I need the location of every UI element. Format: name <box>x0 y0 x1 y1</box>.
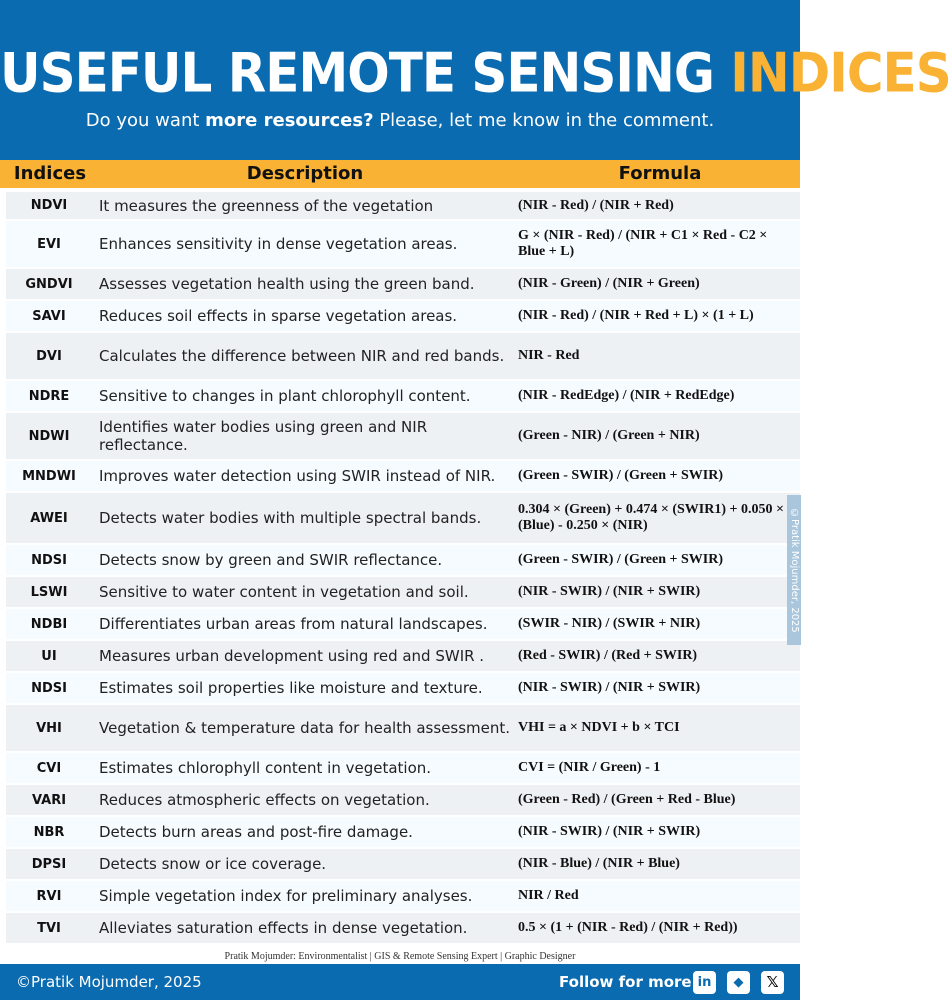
footer-bar <box>0 964 800 1000</box>
table-row <box>6 545 800 575</box>
formula-cell: (NIR - RedEdge) / (NIR + RedEdge) <box>518 388 735 403</box>
table-row <box>6 641 800 671</box>
table-row <box>6 269 800 299</box>
table-row <box>6 849 800 879</box>
table-row <box>6 609 800 639</box>
table-row <box>6 493 800 543</box>
index-cell: AWEI <box>30 510 68 526</box>
table-body <box>6 192 800 945</box>
title-main: USEFUL REMOTE SENSING <box>0 41 731 105</box>
table-row <box>6 753 800 783</box>
description-cell: Detects snow or ice coverage. <box>99 855 327 873</box>
formula-cell: (NIR - Blue) / (NIR + Blue) <box>518 856 680 871</box>
index-cell: NDSI <box>31 680 67 696</box>
subtitle-pre: Do you want <box>85 110 206 131</box>
formula-cell: G × (NIR - Red) / (NIR + C1 × Red - C2 × Blue + L) <box>518 228 768 259</box>
formula-cell: (SWIR - NIR) / (SWIR + NIR) <box>518 616 701 631</box>
index-cell: NDRE <box>28 388 70 404</box>
table-row <box>6 221 800 267</box>
formula-cell: (NIR - Red) / (NIR + Red + L) × (1 + L) <box>518 308 754 323</box>
table-row <box>6 381 800 411</box>
index-cell: EVI <box>37 236 61 252</box>
title-accent: INDICES <box>730 41 951 105</box>
table-row <box>6 881 800 911</box>
index-cell: UI <box>41 648 57 664</box>
description-cell: Reduces soil effects in sparse vegetation areas. <box>99 307 458 325</box>
formula-cell: (Red - SWIR) / (Red + SWIR) <box>518 648 698 663</box>
index-cell: GNDVI <box>25 276 73 292</box>
description-cell: Vegetation & temperature data for health assessment. <box>99 719 511 737</box>
table-row <box>6 461 800 491</box>
description-cell: Measures urban development using red and SWIR . <box>99 647 485 665</box>
footer-copyright: ©Pratik Mojumder, 2025 <box>16 973 202 991</box>
description-cell: Sensitive to water content in vegetation and soil. <box>99 583 469 601</box>
formula-cell: VHI = a × NDVI + b × TCI <box>518 720 680 735</box>
index-cell: NDWI <box>28 428 70 444</box>
description-cell: Simple vegetation index for preliminary analyses. <box>99 887 473 905</box>
table-row <box>6 913 800 943</box>
table-row <box>6 301 800 331</box>
index-cell: NBR <box>33 824 65 840</box>
description-cell: Estimates soil properties like moisture and texture. <box>99 679 483 697</box>
table-row <box>6 705 800 751</box>
credit-line: Pratik Mojumder: Environmentalist | GIS & Remote Sensing Expert | Graphic Designer <box>224 951 576 962</box>
table-row <box>6 577 800 607</box>
description-cell: Identifies water bodies using green and NIR reflectance. <box>99 418 428 454</box>
table-row <box>6 333 800 379</box>
x-icon[interactable]: 𝕏 <box>761 971 784 994</box>
description-cell: It measures the greenness of the vegetation <box>99 196 434 215</box>
formula-cell: (Green - Red) / (Green + Red - Blue) <box>518 792 736 807</box>
formula-cell: NIR / Red <box>518 888 579 903</box>
subtitle-bold: more resources? <box>205 110 374 131</box>
index-cell: NDVI <box>30 198 68 213</box>
index-cell: TVI <box>37 920 61 936</box>
bluesky-icon[interactable]: ◆ <box>727 971 750 994</box>
page-title <box>0 35 951 111</box>
header-description: Description <box>246 163 364 184</box>
header-banner <box>0 0 951 160</box>
subtitle-post: Please, let me know in the comment. <box>373 110 715 131</box>
description-cell: Differentiates urban areas from natural landscapes. <box>99 615 488 633</box>
description-cell: Detects snow by green and SWIR reflectance. <box>99 551 443 569</box>
index-cell: DPSI <box>31 856 67 872</box>
header-formula: Formula <box>618 163 702 184</box>
formula-cell: (NIR - SWIR) / (NIR + SWIR) <box>518 824 701 839</box>
description-cell: Detects burn areas and post-fire damage. <box>99 823 413 841</box>
table-row <box>6 413 800 459</box>
table-header <box>0 160 800 188</box>
index-cell: NDBI <box>30 616 68 632</box>
formula-cell: (NIR - SWIR) / (NIR + SWIR) <box>518 680 701 695</box>
header-indices: Indices <box>13 163 87 184</box>
description-cell: Alleviates saturation effects in dense vegetation. <box>99 919 468 937</box>
formula-cell: (Green - SWIR) / (Green + SWIR) <box>518 552 723 567</box>
description-cell: Reduces atmospheric effects on vegetation. <box>99 791 430 809</box>
side-watermark: ©Pratik Mojumder, 2025 <box>787 495 801 645</box>
table-row <box>6 673 800 703</box>
description-cell: Improves water detection using SWIR instead of NIR. <box>99 467 496 485</box>
description-cell: Sensitive to changes in plant chlorophyll content. <box>99 387 471 405</box>
description-cell: Detects water bodies with multiple spectral bands. <box>99 509 482 527</box>
description-cell: Assesses vegetation health using the green band. <box>99 275 475 293</box>
description-cell: Enhances sensitivity in dense vegetation areas. <box>99 235 458 253</box>
index-cell: NDSI <box>31 552 67 568</box>
table-row <box>6 785 800 815</box>
description-cell: Estimates chlorophyll content in vegetation. <box>99 759 432 777</box>
table-row <box>6 817 800 847</box>
formula-cell: NIR - Red <box>518 348 580 363</box>
formula-cell: (Green - NIR) / (Green + NIR) <box>518 428 700 443</box>
index-cell: LSWI <box>30 584 68 600</box>
formula-cell: 0.304 × (Green) + 0.474 × (SWIR1) + 0.050 × (Blue) - 0.250 × (NIR) <box>518 502 784 533</box>
index-cell: VHI <box>36 720 62 736</box>
formula-cell: (NIR - Green) / (NIR + Green) <box>518 276 700 291</box>
index-cell: DVI <box>36 348 62 364</box>
page-subtitle <box>0 108 800 134</box>
index-cell: SAVI <box>32 308 66 324</box>
formula-cell: (Green - SWIR) / (Green + SWIR) <box>518 468 723 483</box>
index-cell: MNDWI <box>22 468 76 484</box>
description-cell: Calculates the difference between NIR and red bands. <box>99 347 505 365</box>
index-cell: RVI <box>36 888 62 904</box>
table-row <box>6 192 800 219</box>
linkedin-icon[interactable]: in <box>693 971 716 994</box>
formula-cell: (NIR - Red) / (NIR + Red) <box>518 197 674 213</box>
formula-cell: CVI = (NIR / Green) - 1 <box>518 760 661 775</box>
formula-cell: (NIR - SWIR) / (NIR + SWIR) <box>518 584 701 599</box>
formula-cell: 0.5 × (1 + (NIR - Red) / (NIR + Red)) <box>518 920 738 935</box>
index-cell: VARI <box>31 792 67 808</box>
follow-text: Follow for more <box>559 973 692 991</box>
index-cell: CVI <box>36 760 62 776</box>
